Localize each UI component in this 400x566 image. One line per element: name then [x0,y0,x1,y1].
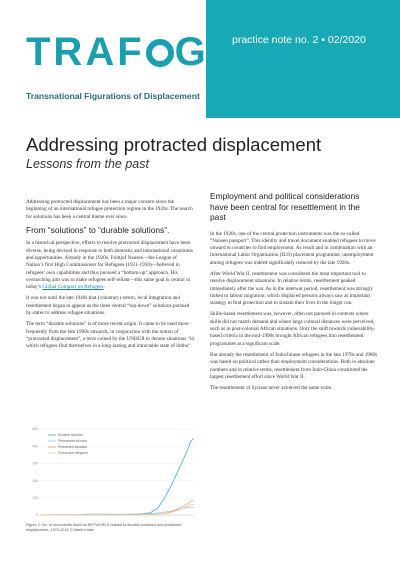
legend-label: Protracted situation [58,445,88,450]
header [0,0,400,118]
paragraph: Skills-based resettlement was, however, often not pursued in contexts where skills did not match demand and where large cultural distances were perceived, such as in post-colonial African situations. Only the shift towards vulnerability-based criteria in the mid-1990s brought African refugees into resettlement programmes at a significant scale. [210,311,376,347]
legend-label: Permanent solution [58,439,88,444]
paragraph: It was not until the late 1940s that (voluntary) return, local integration and resettlement began to appear as the three central “top-down” solutions pursued by states to address refugee situations. [26,295,190,317]
series-line-4 [40,504,194,515]
right-column [210,191,378,396]
intro-paragraph: Addressing protracted displacement has been a major concern since the beginning of an international refugee protection regime in the 1920s. The search for solutions has been a central theme ever since. [26,199,193,220]
global-compact-link[interactable]: Global Compact on Refugees [42,284,104,291]
y-tick-label: 0 [36,513,38,518]
y-tick-label: 400 [32,444,38,449]
series-line-1 [40,438,194,515]
logo-text-right: G [174,30,209,74]
figure-caption: Figure 1: No. of documents found at REFWORLD related to durable solutions and protracted displacement, 1970-2016 © Albert Kraler [26,523,182,532]
header-teal-panel [206,0,400,118]
practice-note-label: practice note no. 2 • 02/2020 [232,34,366,46]
legend-label: Durable solution [58,433,83,438]
paragraph-end: . [103,284,105,291]
paragraph [26,240,194,291]
legend-label: Protracted refugees [58,451,88,456]
paragraph: After World War II, resettlement was considered the most important tool to resolve displacement situations. In relative terms, resettlement peaked immediately after the war. As in the interwar period, resettlement was strongly linked to labour migration; which displaced persons always saw as important strategy to find protection and to sustain their lives in the longer run. [210,270,373,307]
page-title: Addressing protracted displacement [26,134,322,155]
left-column [26,199,194,355]
paragraph: But already the resettlement of Indochinese refugees in the late 1970s and 1980s was based on political rather than employment considerations. Both in absolute numbers and in relative terms, resettlement from Indo-China constituted the largest resettlement effort since World War II. [210,351,378,380]
section-heading-employment: Employment and political considerations have been central for resettlement in the past [210,191,360,222]
y-tick-label: 100 [32,496,38,500]
y-tick-label: 300 [32,461,38,466]
logo-circle-icon [146,39,174,67]
logo-text-left: TRAF [26,30,145,74]
paragraph: The term “durable solutions” is of more recent origin. It came to be used more frequently from the late 1990s onwards, in conjunction with the notion of “protracted displacement”, a term coined by the UNHCR to denote situations “in which refugees find themselves in a long-lasting and intractable state of limbo”. [26,321,194,350]
paragraph: The resettlement of Syrians never achieved the same scale. [210,385,333,392]
paragraph-text: In a historical perspective, efforts to resolve protracted displacement have been diverse, being devised in response to both domestic and international constraints and opportunities. Already in the 1920s, Fridtjof Nansen—the League of Nation’s first High Commissioner for Refugees (1921-1930)—believed in refugees’ own capabilities and thus pursued a “bottom-up” approach. His overarching aim was to make refugees self-reliant—this same goal is central in today’s [26,240,193,291]
trafig-logo [26,32,209,72]
project-subtitle: Transnational Figurations of Displacement [26,91,200,101]
y-tick-label: 500 [32,427,38,432]
section-heading-solutions: From “solutions” to “durable solutions”. [26,224,170,235]
documents-line-chart [26,423,198,521]
y-tick-label: 200 [32,478,38,483]
paragraph: In the 1920s, one of the central protection instruments was the so-called “Nansen passport”. This identity and travel document enabled refugees to move onward to countries to find employment. As result and in combination with an International Labor Organization (ILO) placement programme, unemployment among refugees was indeed significantly reduced by the late 1920s. [210,230,376,266]
page-subtitle: Lessons from the past [26,157,149,171]
series-line-2 [40,507,194,515]
